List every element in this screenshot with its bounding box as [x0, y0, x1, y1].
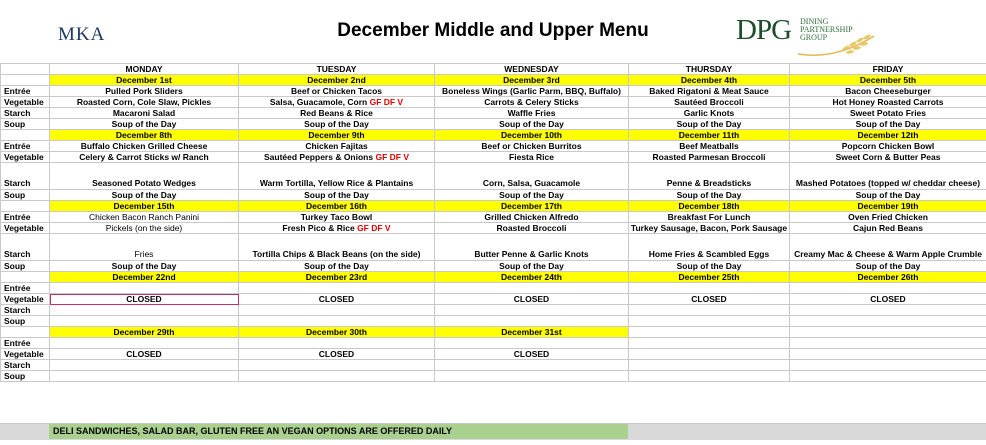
closed-cell: CLOSED [790, 294, 986, 305]
row-label: Soup [1, 261, 50, 272]
menu-cell: Sweet Potato Fries [790, 108, 986, 119]
day-header-row [1, 64, 986, 75]
menu-cell: Fiesta Rice [435, 152, 629, 163]
page-title: December Middle and Upper Menu [337, 20, 649, 41]
date-row [1, 130, 986, 141]
menu-cell: Pulled Pork Sliders [50, 86, 239, 97]
starch-row [1, 163, 986, 190]
menu-cell: Popcorn Chicken Bowl [790, 141, 986, 152]
menu-cell: Pickels (on the side) [50, 223, 239, 234]
row-label: Soup [1, 190, 50, 201]
dpg-logo-line: GROUP [800, 33, 828, 42]
date-cell: December 12th [790, 130, 986, 141]
menu-cell [435, 283, 629, 294]
menu-cell [790, 305, 986, 316]
day-monday: MONDAY [50, 64, 239, 75]
menu-cell: Beef or Chicken Burritos [435, 141, 629, 152]
date-row [1, 201, 986, 212]
entree-row [1, 283, 986, 294]
menu-cell: Soup of the Day [790, 261, 986, 272]
row-label: Starch [1, 305, 50, 316]
dpg-logo-letters: DPG [736, 14, 792, 46]
starch-row [1, 234, 986, 261]
vegetable-row [1, 97, 986, 108]
menu-cell: Grilled Chicken Alfredo [435, 212, 629, 223]
menu-cell: Garlic Knots [629, 108, 790, 119]
vegetable-row [1, 294, 986, 305]
starch-row [1, 108, 986, 119]
date-cell: December 8th [50, 130, 239, 141]
menu-table [0, 63, 986, 382]
date-cell: December 1st [50, 75, 239, 86]
menu-cell: Tortilla Chips & Black Beans (on the side) [239, 234, 435, 261]
menu-cell [239, 223, 435, 234]
menu-cell: Soup of the Day [50, 119, 239, 130]
menu-cell: Warm Tortilla, Yellow Rice & Plantains [239, 163, 435, 190]
row-label: Entrée [1, 86, 50, 97]
menu-cell [790, 360, 986, 371]
menu-cell [629, 371, 790, 382]
menu-cell [50, 371, 239, 382]
menu-cell [435, 360, 629, 371]
menu-cell: Soup of the Day [435, 119, 629, 130]
blank-cell [1, 327, 50, 338]
menu-cell: Cajun Red Beans [790, 223, 986, 234]
closed-cell[interactable]: CLOSED [50, 294, 239, 305]
menu-cell: Roasted Parmesan Broccoli [629, 152, 790, 163]
blank-cell [629, 327, 790, 338]
menu-cell [435, 371, 629, 382]
menu-cell: Baked Rigatoni & Meat Sauce [629, 86, 790, 97]
row-label: Vegetable [1, 97, 50, 108]
date-cell: December 2nd [239, 75, 435, 86]
row-label: Vegetable [1, 349, 50, 360]
closed-cell: CLOSED [239, 294, 435, 305]
menu-cell: Carrots & Celery Sticks [435, 97, 629, 108]
menu-cell [239, 316, 435, 327]
menu-cell: Seasoned Potato Wedges [50, 163, 239, 190]
menu-cell [435, 305, 629, 316]
closed-cell: CLOSED [435, 294, 629, 305]
page-header [0, 0, 986, 62]
menu-cell: Soup of the Day [629, 190, 790, 201]
vegetable-row [1, 152, 986, 163]
date-cell: December 3rd [435, 75, 629, 86]
menu-cell: Soup of the Day [50, 190, 239, 201]
date-cell: December 10th [435, 130, 629, 141]
entree-row [1, 141, 986, 152]
row-label: Starch [1, 360, 50, 371]
menu-cell: Creamy Mac & Cheese & Warm Apple Crumble [790, 234, 986, 261]
menu-cell: Red Beans & Rice [239, 108, 435, 119]
menu-cell [790, 371, 986, 382]
row-label: Entrée [1, 212, 50, 223]
soup-row [1, 261, 986, 272]
menu-cell: Soup of the Day [435, 190, 629, 201]
menu-cell: Macaroni Salad [50, 108, 239, 119]
row-label: Entrée [1, 141, 50, 152]
day-friday: FRIDAY [790, 64, 986, 75]
date-cell: December 17th [435, 201, 629, 212]
starch-row [1, 360, 986, 371]
date-cell: December 16th [239, 201, 435, 212]
date-row [1, 327, 986, 338]
date-cell: December 9th [239, 130, 435, 141]
date-cell: December 19th [790, 201, 986, 212]
date-cell: December 25th [629, 272, 790, 283]
menu-cell: Soup of the Day [790, 119, 986, 130]
menu-cell [50, 338, 239, 349]
menu-cell [239, 283, 435, 294]
dpg-logo-line: DINING [800, 17, 829, 26]
menu-cell: Soup of the Day [629, 119, 790, 130]
dietary-tag: GF DF V [357, 223, 391, 233]
row-label: Soup [1, 119, 50, 130]
starch-row [1, 305, 986, 316]
blank-cell [1, 201, 50, 212]
closed-cell: CLOSED [629, 294, 790, 305]
menu-cell [629, 283, 790, 294]
menu-cell: Chicken Bacon Ranch Panini [50, 212, 239, 223]
menu-cell [790, 338, 986, 349]
entree-row [1, 212, 986, 223]
menu-cell [790, 283, 986, 294]
menu-cell: Penne & Breadsticks [629, 163, 790, 190]
menu-cell [50, 305, 239, 316]
menu-cell [50, 283, 239, 294]
menu-cell: Bacon Cheeseburger [790, 86, 986, 97]
menu-cell: Breakfast For Lunch [629, 212, 790, 223]
menu-cell [435, 338, 629, 349]
date-cell: December 5th [790, 75, 986, 86]
entree-row [1, 86, 986, 97]
menu-cell [790, 316, 986, 327]
menu-cell: Soup of the Day [239, 261, 435, 272]
vegetable-row [1, 223, 986, 234]
date-row [1, 75, 986, 86]
menu-cell: Beef Meatballs [629, 141, 790, 152]
row-label: Starch [1, 163, 50, 190]
menu-cell [239, 360, 435, 371]
row-label: Starch [1, 234, 50, 261]
blank-cell [1, 75, 50, 86]
date-cell: December 29th [50, 327, 239, 338]
menu-cell: Butter Penne & Garlic Knots [435, 234, 629, 261]
menu-cell [239, 371, 435, 382]
menu-cell: Turkey Taco Bowl [239, 212, 435, 223]
date-cell: December 30th [239, 327, 435, 338]
menu-text: Salsa, Guacamole, Corn [269, 97, 368, 107]
menu-cell: Beef or Chicken Tacos [239, 86, 435, 97]
menu-cell [629, 338, 790, 349]
wheat-icon [796, 30, 876, 58]
dietary-tag: GF DF V [369, 97, 404, 107]
row-label: Entrée [1, 283, 50, 294]
date-cell: December 26th [790, 272, 986, 283]
menu-text: Sautéed Peppers & Onions [263, 152, 374, 162]
date-cell: December 22nd [50, 272, 239, 283]
menu-cell: Waffle Fries [435, 108, 629, 119]
date-row [1, 272, 986, 283]
menu-cell: Turkey Sausage, Bacon, Pork Sausage [629, 223, 790, 234]
date-cell: December 31st [435, 327, 629, 338]
menu-cell [239, 305, 435, 316]
soup-row [1, 371, 986, 382]
menu-cell [629, 349, 790, 360]
menu-cell [629, 305, 790, 316]
day-tuesday: TUESDAY [239, 64, 435, 75]
footer-bar [0, 423, 986, 440]
row-label: Soup [1, 371, 50, 382]
menu-cell [629, 360, 790, 371]
menu-cell: Soup of the Day [239, 119, 435, 130]
menu-cell: Hot Honey Roasted Carrots [790, 97, 986, 108]
menu-cell: Soup of the Day [629, 261, 790, 272]
date-cell: December 24th [435, 272, 629, 283]
row-label: Starch [1, 108, 50, 119]
menu-cell: Boneless Wings (Garlic Parm, BBQ, Buffalo) [435, 86, 629, 97]
closed-cell: CLOSED [239, 349, 435, 360]
row-label: Vegetable [1, 223, 50, 234]
dietary-tag: GF DF V [375, 152, 410, 162]
menu-cell [239, 97, 435, 108]
menu-cell: Chicken Fajitas [239, 141, 435, 152]
menu-cell: Soup of the Day [435, 261, 629, 272]
menu-cell [435, 316, 629, 327]
vegetable-row [1, 349, 986, 360]
day-wednesday: WEDNESDAY [435, 64, 629, 75]
soup-row [1, 316, 986, 327]
menu-cell [50, 360, 239, 371]
entree-row [1, 338, 986, 349]
menu-cell: Corn, Salsa, Guacamole [435, 163, 629, 190]
closed-cell: CLOSED [50, 349, 239, 360]
dpg-logo [736, 12, 876, 58]
closed-cell: CLOSED [435, 349, 629, 360]
menu-cell: Sautéed Broccoli [629, 97, 790, 108]
menu-cell: Mashed Potatoes (topped w/ cheddar cheese) [790, 163, 986, 190]
menu-cell: Soup of the Day [790, 190, 986, 201]
menu-cell [790, 349, 986, 360]
blank-cell [1, 64, 50, 75]
menu-cell: Buffalo Chicken Grilled Cheese [50, 141, 239, 152]
date-cell: December 11th [629, 130, 790, 141]
date-cell: December 18th [629, 201, 790, 212]
footer-note: DELI SANDWICHES, SALAD BAR, GLUTEN FREE AN VEGAN OPTIONS ARE OFFERED DAILY [49, 424, 628, 439]
row-label: Soup [1, 316, 50, 327]
date-cell: December 15th [50, 201, 239, 212]
mka-logo: MKA [58, 24, 106, 45]
row-label: Vegetable [1, 152, 50, 163]
date-cell: December 4th [629, 75, 790, 86]
menu-cell: Sweet Corn & Butter Peas [790, 152, 986, 163]
menu-cell: Soup of the Day [50, 261, 239, 272]
dpg-logo-line: PARTNERSHIP [800, 25, 853, 34]
date-cell: December 23rd [239, 272, 435, 283]
day-thursday: THURSDAY [629, 64, 790, 75]
menu-cell: Home Fries & Scambled Eggs [629, 234, 790, 261]
menu-cell: Oven Fried Chicken [790, 212, 986, 223]
menu-cell: Roasted Corn, Cole Slaw, Pickles [50, 97, 239, 108]
menu-cell [50, 316, 239, 327]
soup-row [1, 190, 986, 201]
menu-cell: Soup of the Day [239, 190, 435, 201]
blank-cell [1, 130, 50, 141]
menu-text: Fresh Pico & Rice [282, 223, 355, 233]
menu-cell [239, 152, 435, 163]
row-label: Entrée [1, 338, 50, 349]
blank-cell [790, 327, 986, 338]
blank-cell [1, 272, 50, 283]
menu-cell [629, 316, 790, 327]
menu-cell [239, 338, 435, 349]
row-label: Vegetable [1, 294, 50, 305]
soup-row [1, 119, 986, 130]
menu-cell: Fries [50, 234, 239, 261]
menu-cell: Roasted Broccoli [435, 223, 629, 234]
menu-cell: Celery & Carrot Sticks w/ Ranch [50, 152, 239, 163]
